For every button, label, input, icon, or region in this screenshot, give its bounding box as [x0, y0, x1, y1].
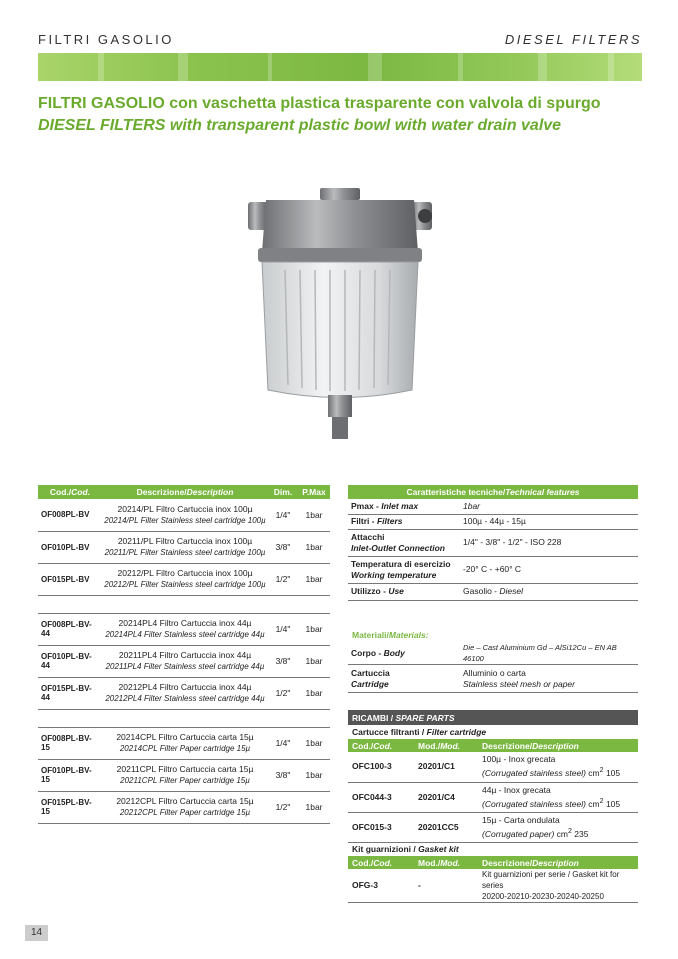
materials-table — [348, 642, 638, 693]
specs-header: Caratteristiche tecniche/Technical features — [348, 485, 638, 499]
spec-row: Filtri - Filters 100µ - 44µ - 15µ — [348, 514, 638, 529]
material-row: Corpo - Body Die – Cast Aluminium Gd – AlSi12Cu – EN AB 46100 — [348, 642, 638, 665]
product-table — [38, 485, 330, 824]
table-row: OF015PL-BV-15 20212CPL Filtro Cartuccia carta 15µ 20212CPL Filter Paper cartridge 15µ 1/2" 1bar — [38, 791, 330, 823]
table-row: OFC044-3 20201/C4 44µ - Inox grecata (Corrugated stainless steel) $cm^2$ 105 — [348, 782, 638, 812]
gasket-title: Kit guarnizioni / Gasket kit — [352, 844, 459, 855]
table-row: OFC015-3 20201CC5 15µ - Carta ondulata (Corrugated paper) $cm^2$ 235 — [348, 812, 638, 842]
spare-parts-table: RICAMBI / SPARE PARTS Cartucce filtranti / Filter cartridge Cod./Cod. Mod./Mod. Descrizione/Description OFC100-3 20201/C1 100µ - Inox grecata (Corrugated stainless steel) $cm^2$ 105 OFC044-3 20201/C4 44µ - Inox grecata (Corrugated stainless steel) $cm^2$ 105 OFC015-3 20201CC5 15µ - Carta ondulata (Corrugated paper) $cm^2$ 235 Kit guarnizioni / Gasket kit Cod./Cod. Mod./Mod. Descrizione/Description OFG-3 - Kit guarnizioni per serie / Gasket kit for series 20200-20210-20230-20240-20250 — [348, 710, 638, 903]
table-row: OF008PL-BV 20214/PL Filtro Cartuccia inox 100µ 20214/PL Filter Stainless steel cartridge 100µ 1/4" 1bar — [38, 499, 330, 531]
table-row: OF010PL-BV-44 20211PL4 Filtro Cartuccia inox 44µ 20211PL4 Filter Stainless steel cartridge 44µ 3/8" 1bar — [38, 645, 330, 677]
table-row: OF008PL-BV-44 20214PL4 Filtro Cartuccia inox 44µ 20214PL4 Filter Stainless steel cartridge 44µ 1/4" 1bar — [38, 613, 330, 645]
spec-row: Pmax - Inlet max 1bar — [348, 499, 638, 514]
page-number: 14 — [25, 925, 48, 941]
table-row: OF008PL-BV-15 20214CPL Filtro Cartuccia carta 15µ 20214CPL Filter Paper cartridge 15µ 1/4" 1bar — [38, 727, 330, 759]
col-desc: Descrizione/Description — [102, 485, 268, 499]
table-row: OF010PL-BV-15 20211CPL Filtro Cartuccia carta 15µ 20211CPL Filter Paper cartridge 15µ 3/8" 1bar — [38, 759, 330, 791]
cartridge-title: Cartucce filtranti / Filter cartridge — [352, 727, 487, 737]
materials-title: Materiali/Materials: — [352, 630, 429, 640]
title-english: DIESEL FILTERS with transparent plastic bowl with water drain valve — [38, 117, 562, 134]
spare-parts-header: RICAMBI / SPARE PARTS — [348, 710, 638, 725]
table-row: OFC100-3 20201/C1 100µ - Inox grecata (Corrugated stainless steel) $cm^2$ 105 — [348, 752, 638, 782]
specs-table — [348, 485, 638, 601]
table-row: OFG-3 - Kit guarnizioni per serie / Gasket kit for series 20200-20210-20230-20240-20250 — [348, 869, 638, 903]
green-banner — [38, 53, 642, 81]
page-header — [38, 32, 642, 50]
table-row: OF010PL-BV 20211/PL Filtro Cartuccia inox 100µ 20211/PL Filter Stainless steel cartridge 100µ 3/8" 1bar — [38, 531, 330, 563]
spec-row: Utilizzo - Use Gasolio - Diesel — [348, 583, 638, 600]
col-pmax: P.Max — [298, 485, 330, 499]
material-row: Cartuccia Cartridge Alluminio o carta Stainless steel mesh or paper — [348, 665, 638, 693]
header-left: FILTRI GASOLIO — [38, 32, 174, 47]
filter-product-photo — [240, 180, 440, 450]
spec-row: Temperatura di esercizio Working temperature -20° C - +60° C — [348, 556, 638, 583]
spec-row: Attacchi Inlet-Outlet Connection 1/4" - 3/8" - 1/2" - ISO 228 — [348, 529, 638, 556]
col-cod: Cod./Cod. — [38, 485, 102, 499]
col-dim: Dim. — [268, 485, 298, 499]
table-row: OF015PL-BV 20212/PL Filtro Cartuccia inox 100µ 20212/PL Filter Stainless steel cartridge 100µ 1/2" 1bar — [38, 563, 330, 595]
table-row: OF015PL-BV-44 20212PL4 Filtro Cartuccia inox 44µ 20212PL4 Filter Stainless steel cartridge 44µ 1/2" 1bar — [38, 677, 330, 709]
title-italian: FILTRI GASOLIO con vaschetta plastica trasparente con valvola di spurgo — [38, 95, 601, 112]
header-right: DIESEL FILTERS — [504, 32, 642, 47]
